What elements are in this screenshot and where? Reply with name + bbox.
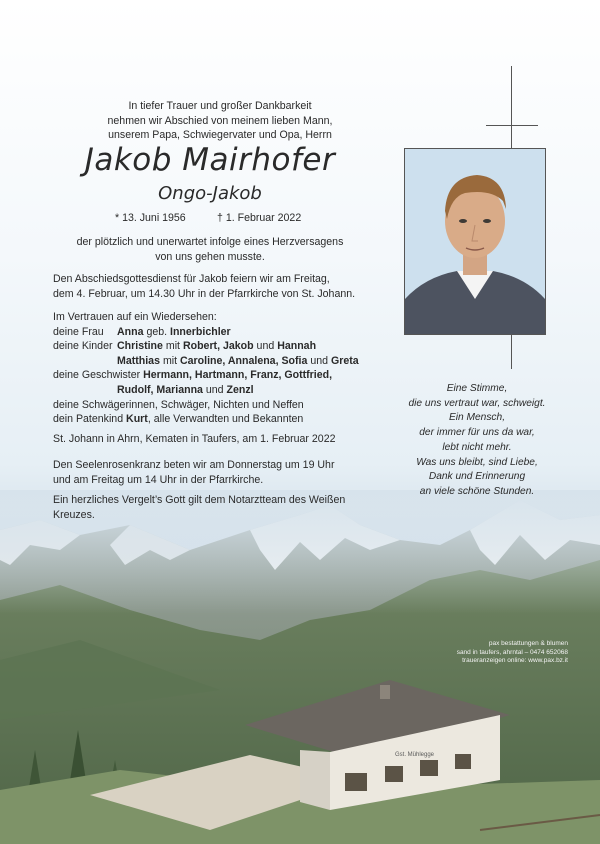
birth-date: * 13. Juni 1956 (115, 212, 186, 224)
children-row: deine Kinder Christine mit Robert, Jakob und Hannah (53, 340, 317, 353)
funeral-home-credits (428, 640, 568, 666)
funeral-line: dem 4. Februar, um 14.30 Uhr in der Pfarrkirche von St. Johann. (53, 287, 356, 300)
children-row-2: Matthias mit Caroline, Annalena, Sofia und Greta (117, 354, 359, 367)
portrait-photo (404, 148, 546, 335)
mourners-intro: Im Vertrauen auf ein Wiedersehen: (53, 311, 217, 323)
poem-line: Was uns bleibt, sind Liebe, (416, 456, 538, 468)
poem-line: Eine Stimme, (446, 383, 508, 394)
deceased-name: Jakob Mairhofer (84, 142, 336, 178)
funeral-line: Den Abschiedsgottesdienst für Jakob feiern wir am Freitag, (53, 273, 330, 285)
credit-line: traueranzeigen online: www.pax.bz.it (462, 657, 568, 665)
poem-line: Dank und Erinnerung (428, 471, 526, 483)
life-dates (105, 211, 335, 226)
poem-line: Ein Mensch, (448, 412, 506, 424)
cause-line: von uns gehen musste. (155, 250, 265, 263)
mountain-landscape (0, 490, 600, 844)
mourners-list (53, 310, 373, 427)
poem-line: der immer für uns da war, (419, 427, 535, 439)
wife-maiden-name: Innerbichler (170, 325, 231, 338)
thanks-note (53, 493, 365, 522)
rosary-line: Den Seelenrosenkranz beten wir am Donnerstag um 19 Uhr (53, 459, 335, 471)
cause-line: der plötzlich und unerwartet infolge eines Herzversagens (76, 236, 344, 248)
thanks-line: Kreuzes. (53, 508, 95, 521)
intro-text (100, 99, 340, 143)
nickname: Ongo-Jakob (158, 183, 262, 204)
credit-line: pax bestattungen & blumen (488, 640, 568, 647)
siblings-row: deine Geschwister Hermann, Hartmann, Franz, Gottfried, (53, 369, 333, 382)
death-date: † 1. Februar 2022 (217, 212, 302, 224)
in-laws-row: deine Schwägerinnen, Schwäger, Nichten und Neffen (53, 398, 304, 411)
intro-line: unserem Papa, Schwiegervater und Opa, Herrn (108, 129, 332, 142)
thanks-line: Ein herzliches Vergelt’s Gott gilt dem Notarztteam des Weißen (53, 494, 346, 506)
poem-line: an viele schöne Stunden. (419, 485, 535, 497)
poem-line: lebt nicht mehr. (442, 441, 512, 453)
funeral-service (53, 272, 365, 301)
siblings-row-2: Rudolf, Marianna und Zenzl (117, 383, 254, 396)
intro-line: In tiefer Trauer und großer Dankbarkeit (128, 100, 312, 112)
poem (392, 382, 562, 500)
credit-line: sand in taufers, ahrntal – 0474 652068 (456, 648, 568, 656)
godchild-row: dein Patenkind Kurt, alle Verwandten und Bekannten (53, 413, 304, 426)
cross-bar (486, 125, 538, 126)
cross-line-top (511, 66, 512, 148)
rosary-info (53, 458, 365, 487)
rosary-line: und am Freitag um 14 Uhr in der Pfarrkirche. (53, 473, 264, 486)
poem-line: die uns vertraut war, schweigt. (408, 397, 546, 409)
wife-name: Anna (117, 325, 144, 338)
cross-line-bottom (511, 333, 512, 369)
wife-row: deine Frau Anna geb. Innerbichler (53, 325, 231, 338)
intro-line: nehmen wir Abschied von meinem lieben Mann, (107, 114, 333, 127)
cause-of-death (60, 235, 360, 264)
place-date: St. Johann in Ahrn, Kematen in Taufers, am 1. Februar 2022 (53, 433, 336, 445)
